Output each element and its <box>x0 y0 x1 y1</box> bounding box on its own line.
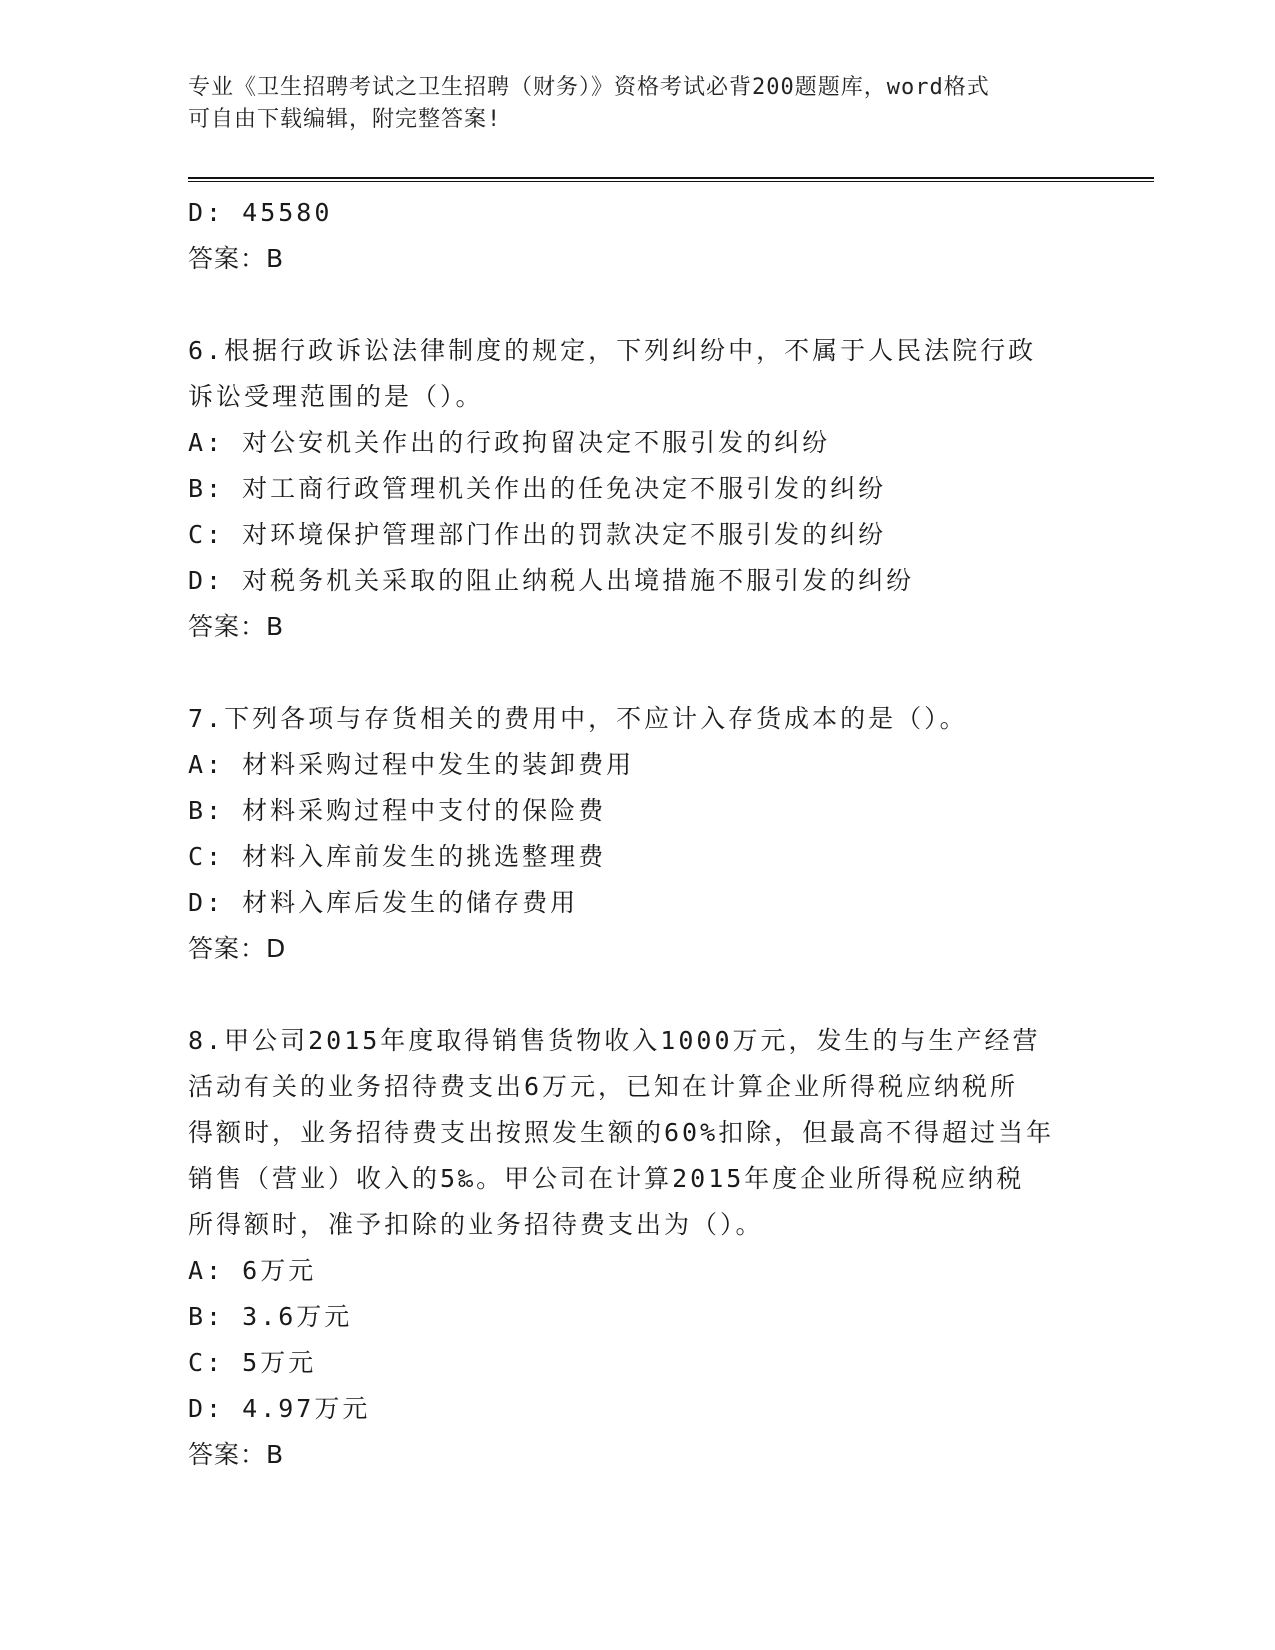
option-b: B: 材料采购过程中支付的保险费 <box>188 796 607 825</box>
question-6 <box>188 328 1098 650</box>
header-divider <box>188 177 1154 179</box>
answer: 答案：B <box>188 612 285 641</box>
prev-question-option-d: D: 45580 <box>188 198 333 227</box>
spacer <box>188 972 1098 1018</box>
header-divider-thin <box>188 181 1154 182</box>
spacer <box>188 650 1098 696</box>
spacer <box>188 282 1098 328</box>
option-c: C: 对环境保护管理部门作出的罚款决定不服引发的纠纷 <box>188 520 887 549</box>
prev-question-answer: 答案：B <box>188 244 285 273</box>
question-7 <box>188 696 1098 972</box>
question-text-line: 8.甲公司2015年度取得销售货物收入1000万元，发生的与生产经营 <box>188 1026 1041 1055</box>
header-line-1: 专业《卫生招聘考试之卫生招聘（财务）》资格考试必背200题题库，word格式 <box>188 75 990 100</box>
question-text-line: 得额时，业务招待费支出按照发生额的60%扣除，但最高不得超过当年 <box>188 1118 1055 1147</box>
question-text-line: 销售（营业）收入的5‰。甲公司在计算2015年度企业所得税应纳税 <box>188 1164 1025 1193</box>
option-b: B: 3.6万元 <box>188 1302 353 1331</box>
document-body <box>188 190 1098 1478</box>
option-a: A: 6万元 <box>188 1256 317 1285</box>
option-b: B: 对工商行政管理机关作出的任免决定不服引发的纠纷 <box>188 474 887 503</box>
option-d: D: 对税务机关采取的阻止纳税人出境措施不服引发的纠纷 <box>188 566 915 595</box>
option-d: D: 材料入库后发生的储存费用 <box>188 888 579 917</box>
question-text-line: 6.根据行政诉讼法律制度的规定，下列纠纷中，不属于人民法院行政 <box>188 336 1037 365</box>
option-c: C: 5万元 <box>188 1348 317 1377</box>
option-c: C: 材料入库前发生的挑选整理费 <box>188 842 607 871</box>
option-a: A: 材料采购过程中发生的装卸费用 <box>188 750 635 779</box>
answer: 答案：B <box>188 1440 285 1469</box>
header-line-2: 可自由下载编辑，附完整答案! <box>188 107 502 132</box>
question-text-line: 活动有关的业务招待费支出6万元，已知在计算企业所得税应纳税所 <box>188 1072 1019 1101</box>
answer: 答案：D <box>188 934 287 963</box>
option-a: A: 对公安机关作出的行政拘留决定不服引发的纠纷 <box>188 428 831 457</box>
question-text-line: 诉讼受理范围的是（）。 <box>188 382 484 411</box>
document-header <box>188 72 1088 136</box>
question-text-line: 7.下列各项与存货相关的费用中，不应计入存货成本的是（）。 <box>188 704 968 733</box>
question-text-line: 所得额时，准予扣除的业务招待费支出为（）。 <box>188 1210 764 1239</box>
question-8 <box>188 1018 1098 1478</box>
option-d: D: 4.97万元 <box>188 1394 371 1423</box>
